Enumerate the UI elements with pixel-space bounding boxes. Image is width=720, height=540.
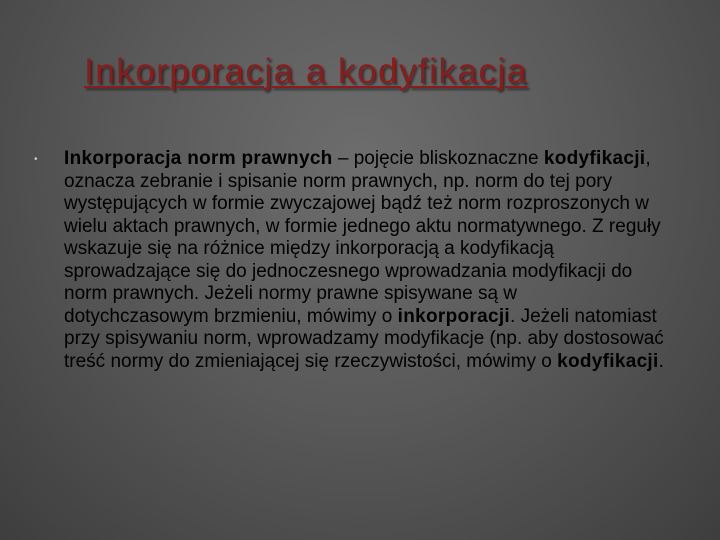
term-kodyfikacji-2: kodyfikacji — [557, 350, 659, 372]
paragraph-text-3: . Jeżeli natomiast przy spisywaniu norm, wprowadzamy modyfikacje (np. aby dostosować treść normy do zmieniającej się rzeczywistości, mówimy o — [64, 305, 664, 372]
slide-title: Inkorporacja a kodyfikacja — [84, 52, 528, 91]
paragraph-text-4: . — [658, 350, 664, 372]
bullet-item — [34, 148, 674, 373]
term-kodyfikacji-1: kodyfikacji — [543, 148, 646, 169]
paragraph-text-1: – pojęcie bliskoznaczne — [332, 148, 544, 169]
term-inkorporacji: inkorporacji — [397, 305, 511, 327]
term-inkorporacja-norm: Inkorporacja norm prawnych — [64, 148, 333, 169]
bullet-dot-icon: • — [34, 154, 38, 165]
bullet-paragraph — [64, 148, 664, 373]
paragraph-text-2: , oznacza zebranie i spisanie norm prawnych, np. norm do tej pory występujących w formie zwyczajowej bądź też norm rozproszonych w wielu aktach prawnych, w formie jednego aktu normatywnego. Z reguły wskazuje się na różnice między inkorporacją a kodyfikacją sprowadzające się do jednoczesnego wprowadzania modyfikacji do norm prawnych. Jeżeli normy prawne spisywane są w dotychczasowym brzmieniu, mówimy o — [64, 148, 661, 327]
